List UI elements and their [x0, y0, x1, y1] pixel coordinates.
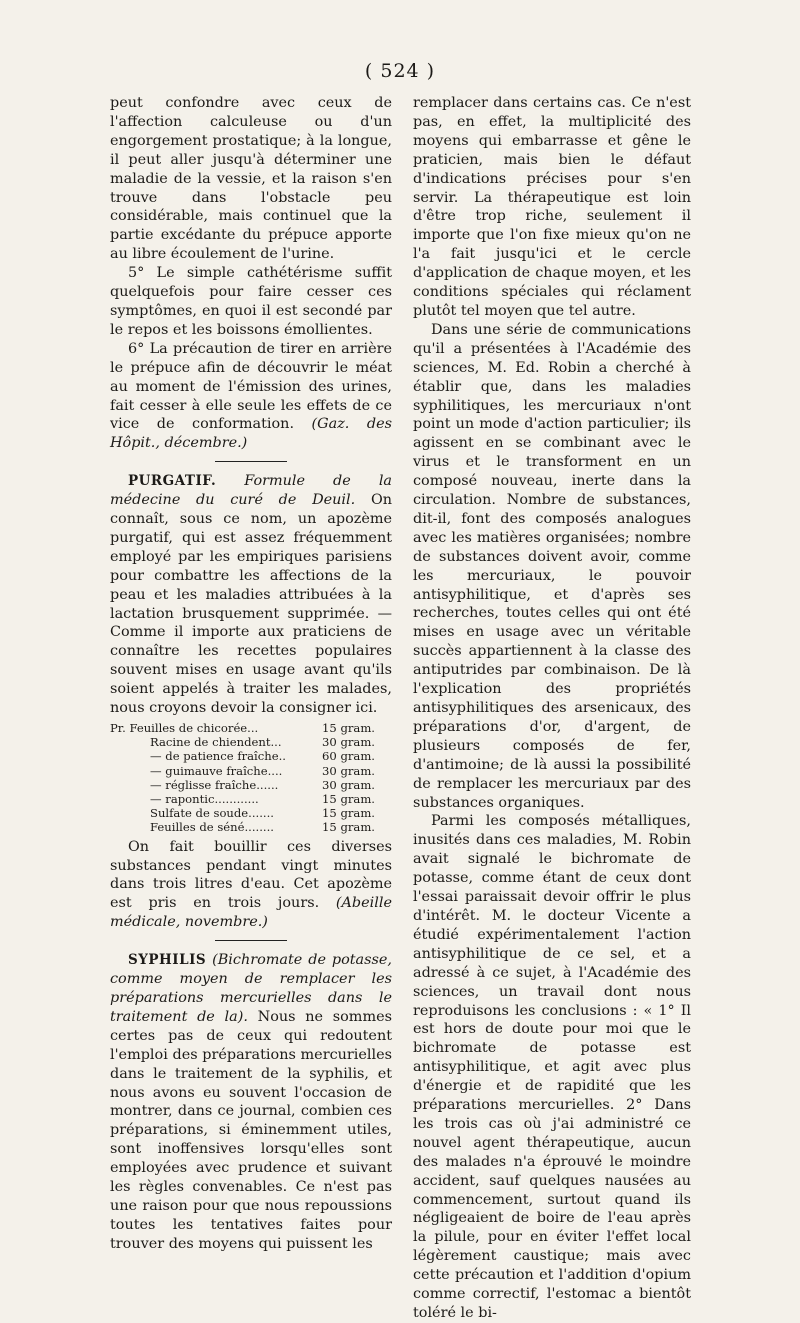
recipe-row: — réglisse fraîche...... 30 gram.: [150, 777, 375, 792]
recipe-row: — guimauve fraîche.... 30 gram.: [150, 763, 375, 778]
page-number: ( 524 ): [364, 60, 436, 82]
syphilis-title: SYPHILIS: [128, 952, 207, 969]
right-column: [413, 94, 691, 1323]
recipe-row: — de patience fraîche.. 60 gram.: [150, 749, 375, 764]
point-6-paragraph: [110, 340, 392, 453]
purgatif-subtitle: Formule de la médecine du curé de Deuil.: [110, 473, 392, 509]
point-6-source: (Gaz. des Hôpit., décembre.): [110, 416, 392, 452]
intro-paragraph: peut confondre avec ceux de l'affection calculeuse ou d'un engorgement prostatique; à la longue, il peut aller jusqu'à déterminer une maladie de la vessie, et la raison s'en trouve dans l'obstacle peu considérable, mais continuel que la partie excédante du prépuce apporte au libre écoulement de l'urine.: [110, 95, 392, 263]
recipe-list: [110, 721, 392, 835]
purgatif-text: On connaît, sous ce nom, un apozème purgatif, qui est assez fréquemment employé par les empiriques parisiens pour combattre les affections de la peau et les maladies attribuées à la lactation brusquement supprimée. — Comme il importe aux praticiens de connaître les recettes populaires souvent mises en usage avant qu'ils soient appelés à traiter les malades, nous croyons devoir la consigner ici.: [110, 492, 393, 717]
point-5-paragraph: 5° Le simple cathétérisme suffit quelquefois pour faire cesser ces symptômes, en quoi il est secondé par le repos et les boissons émollientes.: [110, 265, 392, 338]
syphilis-paragraph: [110, 951, 392, 1254]
purgatif-title: PURGATIF.: [128, 473, 217, 490]
point-6-text: 6° La précaution de tirer en arrière le prépuce afin de découvrir le méat au moment de l'émission des urines, fait cesser à elle seule les effets de ce vice de conformation.: [110, 340, 392, 433]
section-divider: [215, 461, 287, 462]
recipe-source: (Abeille médicale, novembre.): [110, 895, 392, 931]
left-column: [110, 94, 392, 1254]
syphilis-subtitle: (Bichromate de potasse, comme moyen de remplacer les préparations mercurielles dans le traitement de la).: [110, 952, 392, 1025]
recipe-row: Feuilles de séné........ 15 gram.: [150, 820, 375, 835]
recipe-row: Racine de chiendent... 30 gram.: [150, 735, 375, 750]
recipe-row: Sulfate de soude....... 15 gram.: [150, 806, 375, 821]
purgatif-paragraph: [110, 472, 392, 718]
right-paragraph-2: Dans une série de communications qu'il a présentées à l'Académie des sciences, M. Ed. Robin a cherché à établir que, dans les maladies syphilitiques, les mercuriaux n'ont point un mode d'action particulier; ils agissent en se combinant avec le virus et le transforment en un composé nouveau, inerte dans la circulation. Nombre de substances, dit-il, font des composés analogues avec les matières organisées; nombre de substances doivent avoir, comme les mercuriaux, le pouvoir antisyphilitique, et d'après ses recherches, toutes celles qui ont été mises en usage avec un véritable succès appartiennent à la classe des antiputrides par combinaison. De là l'explication des propriétés antisyphilitiques des arsenicaux, des préparations d'or, d'argent, de plusieurs composés de fer, d'antimoine; de là aussi la possibilité de remplacer les mercuriaux par des substances organiques.: [413, 321, 691, 811]
recipe-row: — rapontic............ 15 gram.: [150, 792, 375, 807]
recipe-after-text: On fait bouillir ces diverses substances pendant vingt minutes dans trois litres d'eau. Cet apozème est pris en trois jours.: [110, 838, 392, 912]
right-paragraph-3: Parmi les composés métalliques, inusités dans ces maladies, M. Robin avait signalé le bichromate de potasse, comme étant de ceux dont l'essai paraissait devoir offrir le plus d'intérêt. M. le docteur Vicente a étudié expérimentalement l'action antisyphilitique de ce sel, et a adressé à ce sujet, à l'Académie des sciences, un travail dont nous reproduisons les conclusions : « 1° Il est hors de doute pour moi que le bichromate de potasse est antisyphilitique, et agit avec plus d'énergie et de rapidité que les préparations mercurielles. 2° Dans les trois cas où j'ai administré ce nouvel agent thérapeutique, aucun des malades n'a éprouvé le moindre accident, sauf quelques nausées au commencement, surtout quand ils négligeaient de boire de l'eau après la pilule, pour en éviter l'effet local légèrement caustique; mais avec cette précaution et l'addition d'opium comme correctif, l'estomac a bientôt toléré le bi-: [413, 813, 691, 1321]
section-divider: [215, 940, 287, 941]
recipe-row: Pr. Feuilles de chicorée... 15 gram.: [110, 721, 375, 735]
recipe-instructions: [110, 838, 392, 933]
syphilis-text: Nous ne sommes certes pas de ceux qui redoutent l'emploi des préparations mercurielles dans le traitement de la syphilis, et nous avons eu souvent l'occasion de montrer, dans ce journal, combien ces préparations, si éminemment utiles, sont inoffensives lorsqu'elles sont employées avec prudence et suivant les règles convenables. Ce n'est pas une raison pour que nous repoussions toutes les tentatives faites pour trouver des moyens qui puissent les: [110, 1008, 392, 1252]
right-paragraph-1: remplacer dans certains cas. Ce n'est pas, en effet, la multiplicité des moyens qui embarrasse et gêne le praticien, mais bien le défaut d'indications précises pour s'en servir. La thérapeutique est loin d'être trop riche, seulement il importe que l'on fixe mieux qu'on ne l'a fait jusqu'ici et le cercle d'application de chaque moyen, et les conditions spéciales qui réclament plutôt tel moyen que tel autre.: [413, 95, 691, 319]
